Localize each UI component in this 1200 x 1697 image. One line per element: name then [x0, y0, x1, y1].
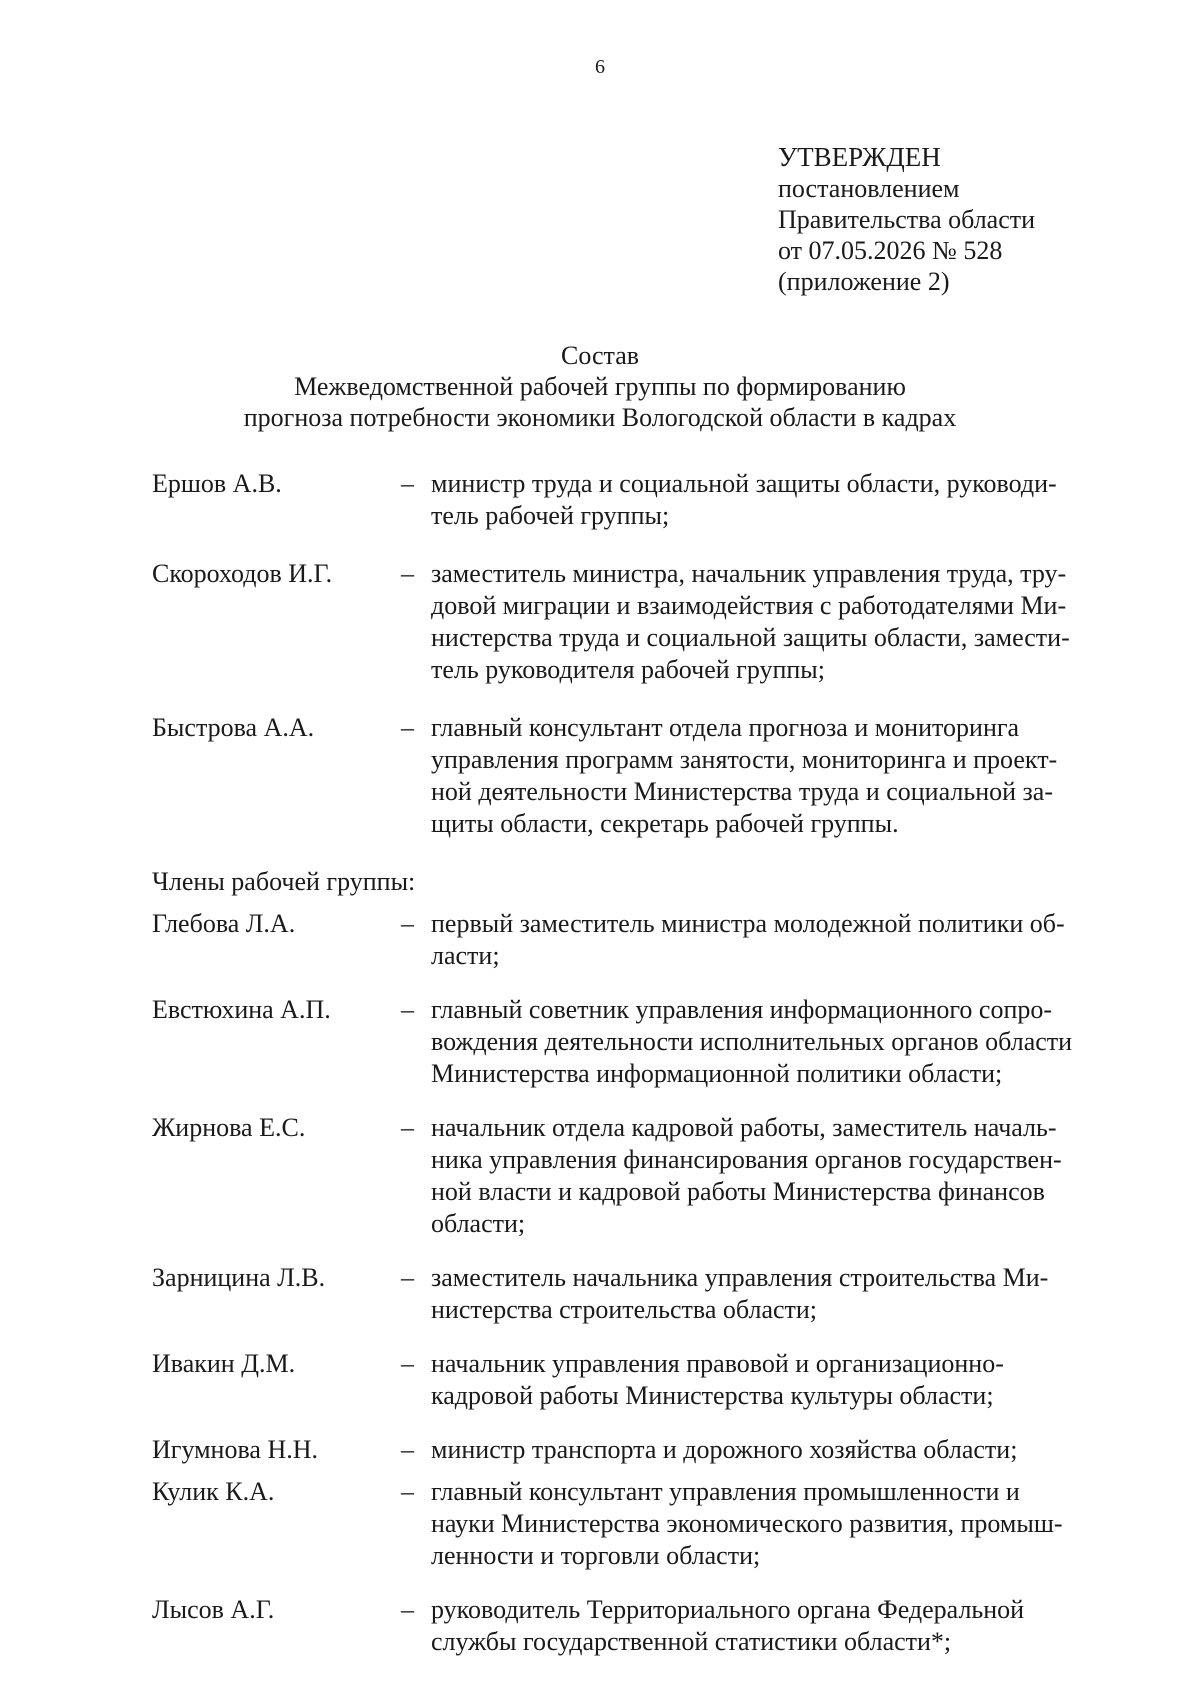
role-line: Министерства информационной политики области;	[431, 1059, 1003, 1088]
role-line: тель рабочей группы;	[431, 501, 670, 530]
member-entry	[152, 1476, 1142, 1572]
approval-line: Правительства области	[778, 205, 1036, 234]
leader-entry	[152, 558, 1142, 686]
approval-stamp: УТВЕРЖДЕН	[778, 142, 941, 172]
role-line: ной власти и кадровой работы Министерства финансов	[431, 1177, 1045, 1206]
role-line: службы государственной статистики области*;	[431, 1627, 952, 1656]
member-name: Зарницина Л.В.	[152, 1263, 326, 1292]
member-name: Скороходов И.Г.	[152, 559, 333, 588]
member-name: Ивакин Д.М.	[152, 1349, 296, 1378]
role-line: довой миграции и взаимодействия с работодателями Ми-	[431, 591, 1067, 620]
role-line: начальник отдела кадровой работы, заместитель началь-	[431, 1113, 1057, 1142]
role-line: области;	[431, 1209, 526, 1238]
member-role	[431, 1348, 1137, 1412]
page-number: 6	[595, 56, 605, 78]
member-entry	[152, 1348, 1142, 1412]
member-name: Жирнова Е.С.	[152, 1113, 306, 1142]
members-list	[152, 468, 1142, 1658]
members-label: Члены рабочей группы:	[152, 867, 416, 896]
member-role	[431, 1434, 1137, 1466]
dash: –	[401, 1349, 414, 1378]
member-role	[431, 1112, 1137, 1240]
member-name: Евстюхина А.П.	[152, 995, 331, 1024]
member-role	[431, 994, 1137, 1090]
member-role	[431, 468, 1137, 532]
role-line: заместитель начальника управления строительства Ми-	[431, 1263, 1049, 1292]
document-title	[0, 340, 1200, 433]
member-role	[431, 558, 1137, 686]
member-name: Лысов А.Г.	[152, 1595, 275, 1624]
approval-line: от 07.05.2026 № 528	[778, 236, 1003, 265]
member-role	[431, 908, 1137, 972]
dash: –	[401, 995, 414, 1024]
role-line: ленности и торговли области;	[431, 1541, 761, 1570]
role-line: ласти;	[431, 941, 500, 970]
member-role	[431, 712, 1137, 840]
leader-entry	[152, 712, 1142, 840]
member-name: Игумнова Н.Н.	[152, 1435, 318, 1464]
role-line: вождения деятельности исполнительных органов области	[431, 1027, 1073, 1056]
dash: –	[401, 1263, 414, 1292]
role-line: ника управления финансирования органов государствен-	[431, 1145, 1062, 1174]
member-entry	[152, 1594, 1142, 1658]
role-line: главный консультант отдела прогноза и мониторинга	[431, 713, 1020, 742]
dash: –	[401, 1435, 414, 1464]
member-entry	[152, 1262, 1142, 1326]
approval-line: (приложение 2)	[778, 267, 950, 296]
member-name: Глебова Л.А.	[152, 909, 296, 938]
role-line: ной деятельности Министерства труда и социальной за-	[431, 777, 1053, 806]
role-line: нистерства строительства области;	[431, 1295, 818, 1324]
role-line: главный советник управления информационного сопро-	[431, 995, 1053, 1024]
role-line: первый заместитель министра молодежной политики об-	[431, 909, 1065, 938]
member-name: Ершов А.В.	[152, 469, 282, 498]
dash: –	[401, 909, 414, 938]
member-role	[431, 1594, 1137, 1658]
member-entry	[152, 1112, 1142, 1240]
role-line: науки Министерства экономического развития, промыш-	[431, 1509, 1063, 1538]
leader-entry	[152, 468, 1142, 532]
role-line: министр труда и социальной защиты области, руководи-	[431, 469, 1057, 498]
role-line: министр транспорта и дорожного хозяйства области;	[431, 1435, 1018, 1464]
approval-line: постановлением	[778, 174, 960, 203]
member-entry	[152, 908, 1142, 972]
role-line: нистерства труда и социальной защиты области, замести-	[431, 623, 1070, 652]
role-line: щиты области, секретарь рабочей группы.	[431, 809, 899, 838]
member-entry	[152, 994, 1142, 1090]
role-line: тель руководителя рабочей группы;	[431, 655, 825, 684]
role-line: главный консультант управления промышленности и	[431, 1477, 1020, 1506]
dash: –	[401, 469, 414, 498]
role-line: управления программ занятости, мониторинга и проект-	[431, 745, 1058, 774]
member-role	[431, 1476, 1137, 1572]
member-entry	[152, 1434, 1142, 1466]
dash: –	[401, 713, 414, 742]
dash: –	[401, 559, 414, 588]
title-line: Межведомственной рабочей группы по формированию	[294, 372, 906, 401]
dash: –	[401, 1113, 414, 1142]
role-line: руководитель Территориального органа Федеральной	[431, 1595, 1025, 1624]
dash: –	[401, 1595, 414, 1624]
member-name: Быстрова А.А.	[152, 713, 315, 742]
title-heading: Состав	[560, 341, 640, 370]
dash: –	[401, 1477, 414, 1506]
approval-block	[778, 142, 1035, 297]
member-role	[431, 1262, 1137, 1326]
role-line: заместитель министра, начальник управления труда, тру-	[431, 559, 1067, 588]
role-line: кадровой работы Министерства культуры области;	[431, 1381, 994, 1410]
role-line: начальник управления правовой и организационно-	[431, 1349, 1004, 1378]
title-line: прогноза потребности экономики Вологодской области в кадрах	[243, 403, 957, 432]
member-name: Кулик К.А.	[152, 1477, 275, 1506]
